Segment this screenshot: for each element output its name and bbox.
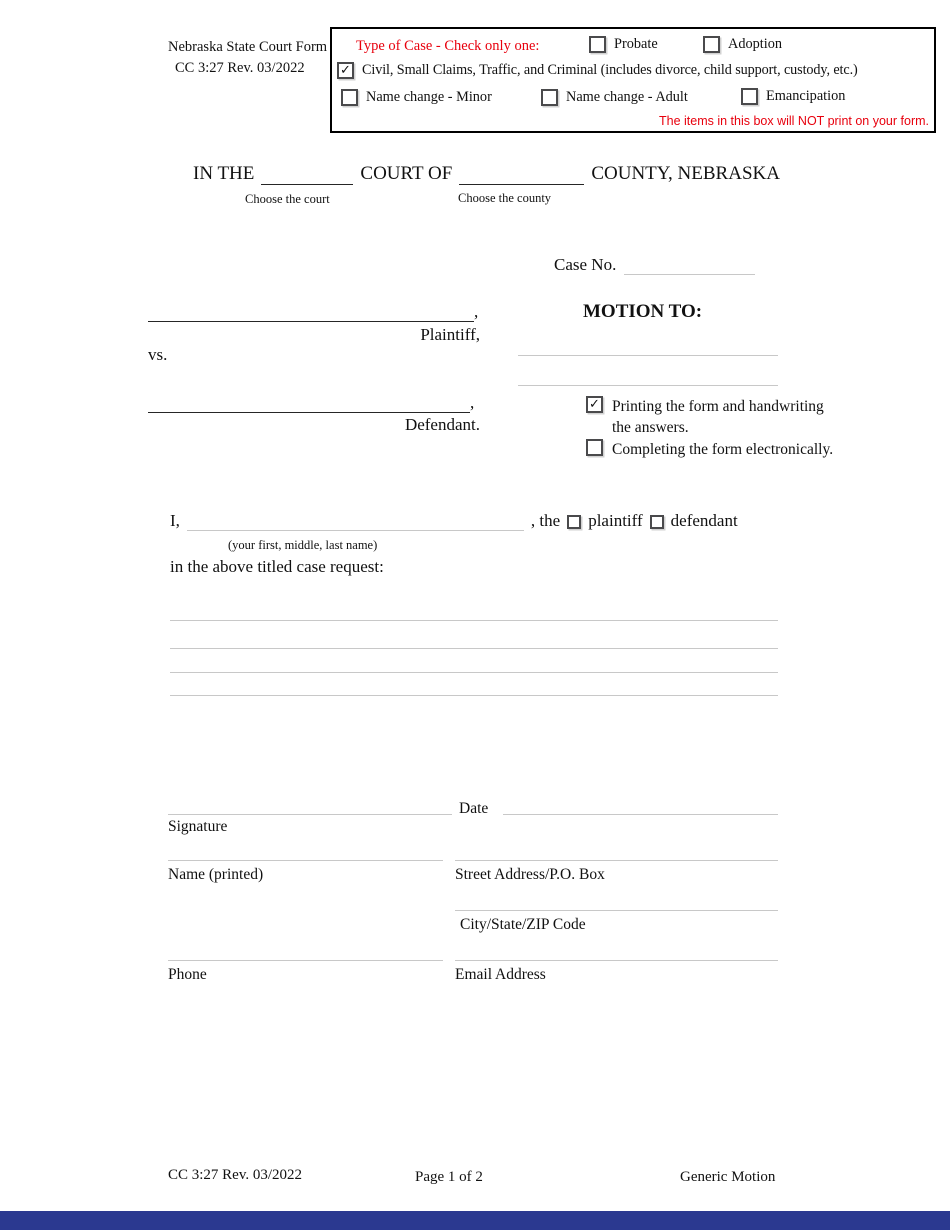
emancipation-checkbox[interactable] [741, 88, 758, 105]
case-type-box [330, 27, 936, 133]
name-printed-label: Name (printed) [168, 866, 264, 883]
adoption-label: Adoption [728, 36, 783, 52]
probate-label: Probate [614, 36, 658, 52]
form-revision: CC 3:27 Rev. 03/2022 [175, 60, 305, 76]
electronic-label: Completing the form electronically. [612, 441, 834, 458]
footer-form-title: Generic Motion [680, 1169, 776, 1185]
vs-text: vs. [148, 345, 168, 364]
defendant-checkbox[interactable] [650, 515, 664, 529]
defendant-name-row [148, 393, 474, 413]
date-label: Date [459, 800, 489, 817]
street-address-label: Street Address/P.O. Box [455, 866, 605, 883]
signature-label: Signature [168, 818, 228, 835]
plaintiff-name-row [148, 302, 478, 322]
plaintiff-name-field[interactable] [148, 302, 474, 322]
defendant-label: Defendant. [404, 415, 480, 434]
name-change-minor-checkbox[interactable] [341, 89, 358, 106]
choose-court-hint: Choose the court [245, 192, 330, 206]
court-caption-line [193, 163, 780, 185]
defendant-name-field[interactable] [148, 393, 470, 413]
comma-text: , [470, 393, 475, 412]
name-change-adult-checkbox[interactable] [541, 89, 558, 106]
name-change-adult-label: Name change - Adult [566, 89, 688, 105]
request-text-line-1[interactable] [170, 620, 778, 621]
case-type-option-emancipation [741, 88, 845, 105]
choose-county-hint: Choose the county [458, 191, 552, 205]
motion-to-line-2[interactable] [518, 385, 778, 386]
case-type-title: Type of Case - Check only one: [356, 38, 540, 54]
footer-page-number: Page 1 of 2 [415, 1169, 483, 1185]
signature-field[interactable] [168, 814, 452, 815]
name-printed-field[interactable] [168, 860, 443, 861]
case-type-option-name-change-adult [541, 89, 688, 106]
footer-bar [0, 1211, 950, 1230]
comma-text: , [474, 302, 479, 321]
footer-form-number: CC 3:27 Rev. 03/2022 [168, 1167, 303, 1183]
motion-to-title: MOTION TO: [583, 301, 703, 322]
name-change-minor-label: Name change - Minor [366, 89, 492, 105]
plaintiff-label: Plaintiff, [420, 325, 480, 344]
request-text-line-3[interactable] [170, 672, 778, 673]
case-type-option-probate [589, 36, 658, 53]
court-field[interactable] [261, 163, 353, 185]
city-state-zip-field[interactable] [455, 910, 778, 911]
form-identifier [168, 37, 327, 79]
adoption-checkbox[interactable] [703, 36, 720, 53]
case-type-option-name-change-minor [341, 89, 492, 106]
case-type-option-civil [337, 62, 858, 79]
requester-row [170, 511, 738, 531]
plaintiff-checkbox[interactable] [567, 515, 581, 529]
electronic-checkbox[interactable] [586, 439, 603, 456]
phone-label: Phone [168, 966, 207, 983]
case-no-field[interactable] [624, 255, 755, 275]
county-field[interactable] [459, 163, 584, 185]
court-of-text: COURT OF [360, 163, 453, 184]
street-address-field[interactable] [455, 860, 778, 861]
in-the-text: IN THE [193, 163, 255, 184]
requester-name-field[interactable] [187, 511, 524, 531]
civil-label: Civil, Small Claims, Traffic, and Criminal (includes divorce, child support, custody, etc.) [362, 62, 858, 78]
request-prompt: in the above titled case request: [170, 557, 384, 576]
case-type-option-adoption [703, 36, 782, 53]
handwriting-checkbox[interactable]: ✓ [586, 396, 603, 413]
phone-field[interactable] [168, 960, 443, 961]
no-print-note: The items in this box will NOT print on your form. [659, 114, 929, 128]
defendant-option-label: defendant [670, 511, 738, 530]
email-label: Email Address [455, 966, 546, 983]
handwriting-label: Printing the form and handwriting the answers. [612, 398, 824, 437]
case-no-label: Case No. [554, 255, 617, 274]
emancipation-label: Emancipation [766, 88, 846, 104]
plaintiff-option-label: plaintiff [588, 511, 643, 530]
request-text-line-2[interactable] [170, 648, 778, 649]
county-nebraska-text: COUNTY, NEBRASKA [591, 163, 780, 184]
name-hint: (your first, middle, last name) [228, 538, 378, 552]
probate-checkbox[interactable] [589, 36, 606, 53]
fill-method-option-electronic [586, 439, 833, 460]
date-field[interactable] [503, 814, 778, 815]
request-text-line-4[interactable] [170, 695, 778, 696]
form-name: Nebraska State Court Form [168, 39, 328, 55]
the-label: , the [530, 511, 561, 530]
city-state-zip-label: City/State/ZIP Code [460, 916, 586, 933]
case-number-row [554, 255, 755, 275]
email-field[interactable] [455, 960, 778, 961]
fill-method-option-handwriting [586, 396, 836, 439]
civil-checkbox[interactable]: ✓ [337, 62, 354, 79]
i-label: I, [170, 511, 180, 530]
motion-to-line-1[interactable] [518, 355, 778, 356]
